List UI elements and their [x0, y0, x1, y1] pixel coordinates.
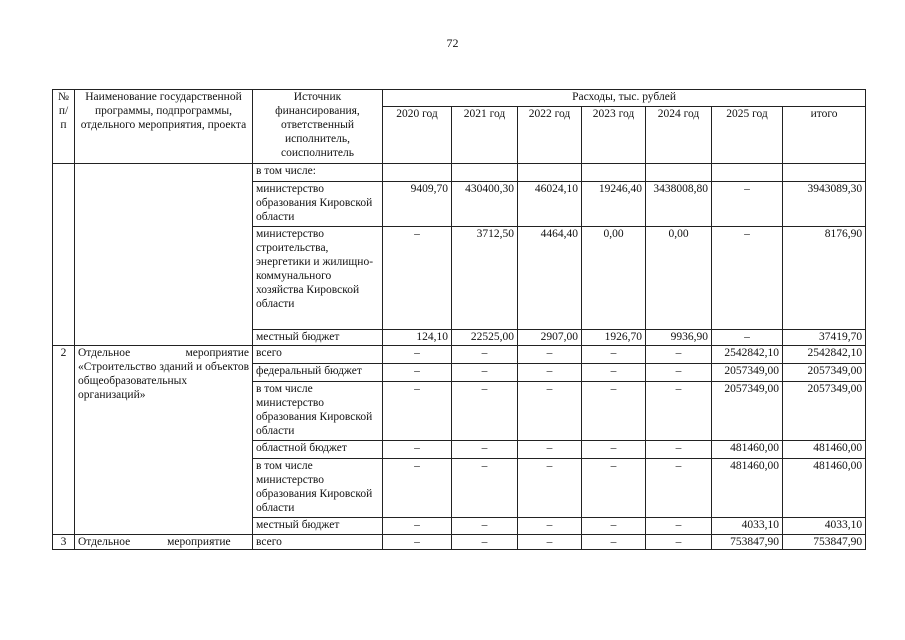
value-cell: 4033,10 — [783, 518, 866, 535]
header-num: № п/п — [53, 90, 75, 164]
value-cell: 2057349,00 — [712, 364, 783, 382]
row-name-cell — [75, 164, 253, 346]
value-cell: – — [518, 346, 582, 364]
value-cell: 2057349,00 — [783, 364, 866, 382]
row-num-cell: 2 — [53, 346, 75, 535]
source-cell: в том числе министерство образования Кировской области — [253, 459, 383, 518]
value-cell: – — [582, 364, 646, 382]
value-cell: 481460,00 — [783, 441, 866, 459]
value-cell: – — [582, 382, 646, 441]
value-cell: – — [646, 382, 712, 441]
value-cell: 4033,10 — [712, 518, 783, 535]
value-cell: – — [582, 346, 646, 364]
value-cell: – — [518, 535, 582, 550]
table-row — [53, 346, 866, 364]
header-expenses: Расходы, тыс. рублей — [383, 90, 866, 107]
value-cell — [582, 164, 646, 182]
value-cell: – — [646, 441, 712, 459]
value-cell: – — [383, 459, 452, 518]
header-year: 2024 год — [646, 107, 712, 164]
source-cell: местный бюджет — [253, 518, 383, 535]
value-cell — [518, 164, 582, 182]
value-cell: 3438008,80 — [646, 182, 712, 227]
value-cell: 2542842,10 — [783, 346, 866, 364]
value-cell: 430400,30 — [452, 182, 518, 227]
value-cell: 46024,10 — [518, 182, 582, 227]
value-cell — [712, 164, 783, 182]
value-cell: 3943089,30 — [783, 182, 866, 227]
value-cell: – — [383, 227, 452, 330]
value-cell: 4464,40 — [518, 227, 582, 330]
value-cell: – — [646, 346, 712, 364]
value-cell: – — [383, 346, 452, 364]
value-cell: 9936,90 — [646, 330, 712, 346]
value-cell: 9409,70 — [383, 182, 452, 227]
source-cell: всего — [253, 346, 383, 364]
value-cell: – — [383, 364, 452, 382]
value-cell: 481460,00 — [712, 441, 783, 459]
header-year: 2025 год — [712, 107, 783, 164]
expenses-table — [52, 89, 866, 550]
value-cell: – — [452, 382, 518, 441]
value-cell: – — [452, 364, 518, 382]
header-row-1 — [53, 90, 866, 107]
source-cell: министерство строительства, энергетики и жилищно-коммунального хозяйства Кировской области — [253, 227, 383, 330]
header-name: Наименование государственной программы, подпрограммы, отдельного мероприятия, проекта — [75, 90, 253, 164]
source-cell: местный бюджет — [253, 330, 383, 346]
header-source: Источник финансирования, ответственный исполнитель, соисполнитель — [253, 90, 383, 164]
value-cell: – — [383, 518, 452, 535]
value-cell: – — [452, 535, 518, 550]
value-cell: – — [582, 459, 646, 518]
row-name-cell: Отдельное мероприятие «Строительство зданий и объектов общеобразовательных организаций» — [75, 346, 253, 535]
value-cell: 124,10 — [383, 330, 452, 346]
value-cell: 481460,00 — [783, 459, 866, 518]
value-cell: 2057349,00 — [712, 382, 783, 441]
value-cell: – — [518, 459, 582, 518]
header-year: 2021 год — [452, 107, 518, 164]
value-cell: – — [518, 364, 582, 382]
header-year: 2023 год — [582, 107, 646, 164]
source-cell: всего — [253, 535, 383, 550]
value-cell — [783, 164, 866, 182]
value-cell: – — [383, 441, 452, 459]
value-cell: 2542842,10 — [712, 346, 783, 364]
value-cell: 37419,70 — [783, 330, 866, 346]
row-name-cell: Отдельное мероприятие — [75, 535, 253, 550]
value-cell: – — [518, 382, 582, 441]
value-cell: – — [712, 182, 783, 227]
page-number: 72 — [446, 36, 459, 50]
header-year: 2020 год — [383, 107, 452, 164]
value-cell: 753847,90 — [712, 535, 783, 550]
value-cell: – — [452, 346, 518, 364]
value-cell: – — [646, 364, 712, 382]
value-cell: – — [518, 441, 582, 459]
value-cell: – — [582, 441, 646, 459]
header-total: итого — [783, 107, 866, 164]
value-cell: – — [452, 518, 518, 535]
row-num-cell — [53, 164, 75, 346]
value-cell: – — [712, 330, 783, 346]
source-cell: министерство образования Кировской области — [253, 182, 383, 227]
value-cell: 481460,00 — [712, 459, 783, 518]
value-cell: – — [383, 535, 452, 550]
source-cell: федеральный бюджет — [253, 364, 383, 382]
value-cell — [452, 164, 518, 182]
value-cell: – — [646, 535, 712, 550]
value-cell: 19246,40 — [582, 182, 646, 227]
value-cell: – — [518, 518, 582, 535]
value-cell: – — [646, 459, 712, 518]
value-cell: – — [452, 459, 518, 518]
header-year: 2022 год — [518, 107, 582, 164]
value-cell: 753847,90 — [783, 535, 866, 550]
value-cell: 0,00 — [646, 227, 712, 330]
row-num-cell: 3 — [53, 535, 75, 550]
value-cell: 3712,50 — [452, 227, 518, 330]
source-cell: областной бюджет — [253, 441, 383, 459]
value-cell — [646, 164, 712, 182]
value-cell: 0,00 — [582, 227, 646, 330]
table-row — [53, 535, 866, 550]
value-cell: – — [712, 227, 783, 330]
value-cell: – — [582, 518, 646, 535]
source-cell: в том числе: — [253, 164, 383, 182]
value-cell: – — [582, 535, 646, 550]
value-cell: – — [452, 441, 518, 459]
value-cell: 2057349,00 — [783, 382, 866, 441]
value-cell: 2907,00 — [518, 330, 582, 346]
value-cell — [383, 164, 452, 182]
table-row — [53, 164, 866, 182]
value-cell: 8176,90 — [783, 227, 866, 330]
value-cell: 22525,00 — [452, 330, 518, 346]
value-cell: – — [646, 518, 712, 535]
value-cell: – — [383, 382, 452, 441]
value-cell: 1926,70 — [582, 330, 646, 346]
source-cell: в том числе министерство образования Кировской области — [253, 382, 383, 441]
